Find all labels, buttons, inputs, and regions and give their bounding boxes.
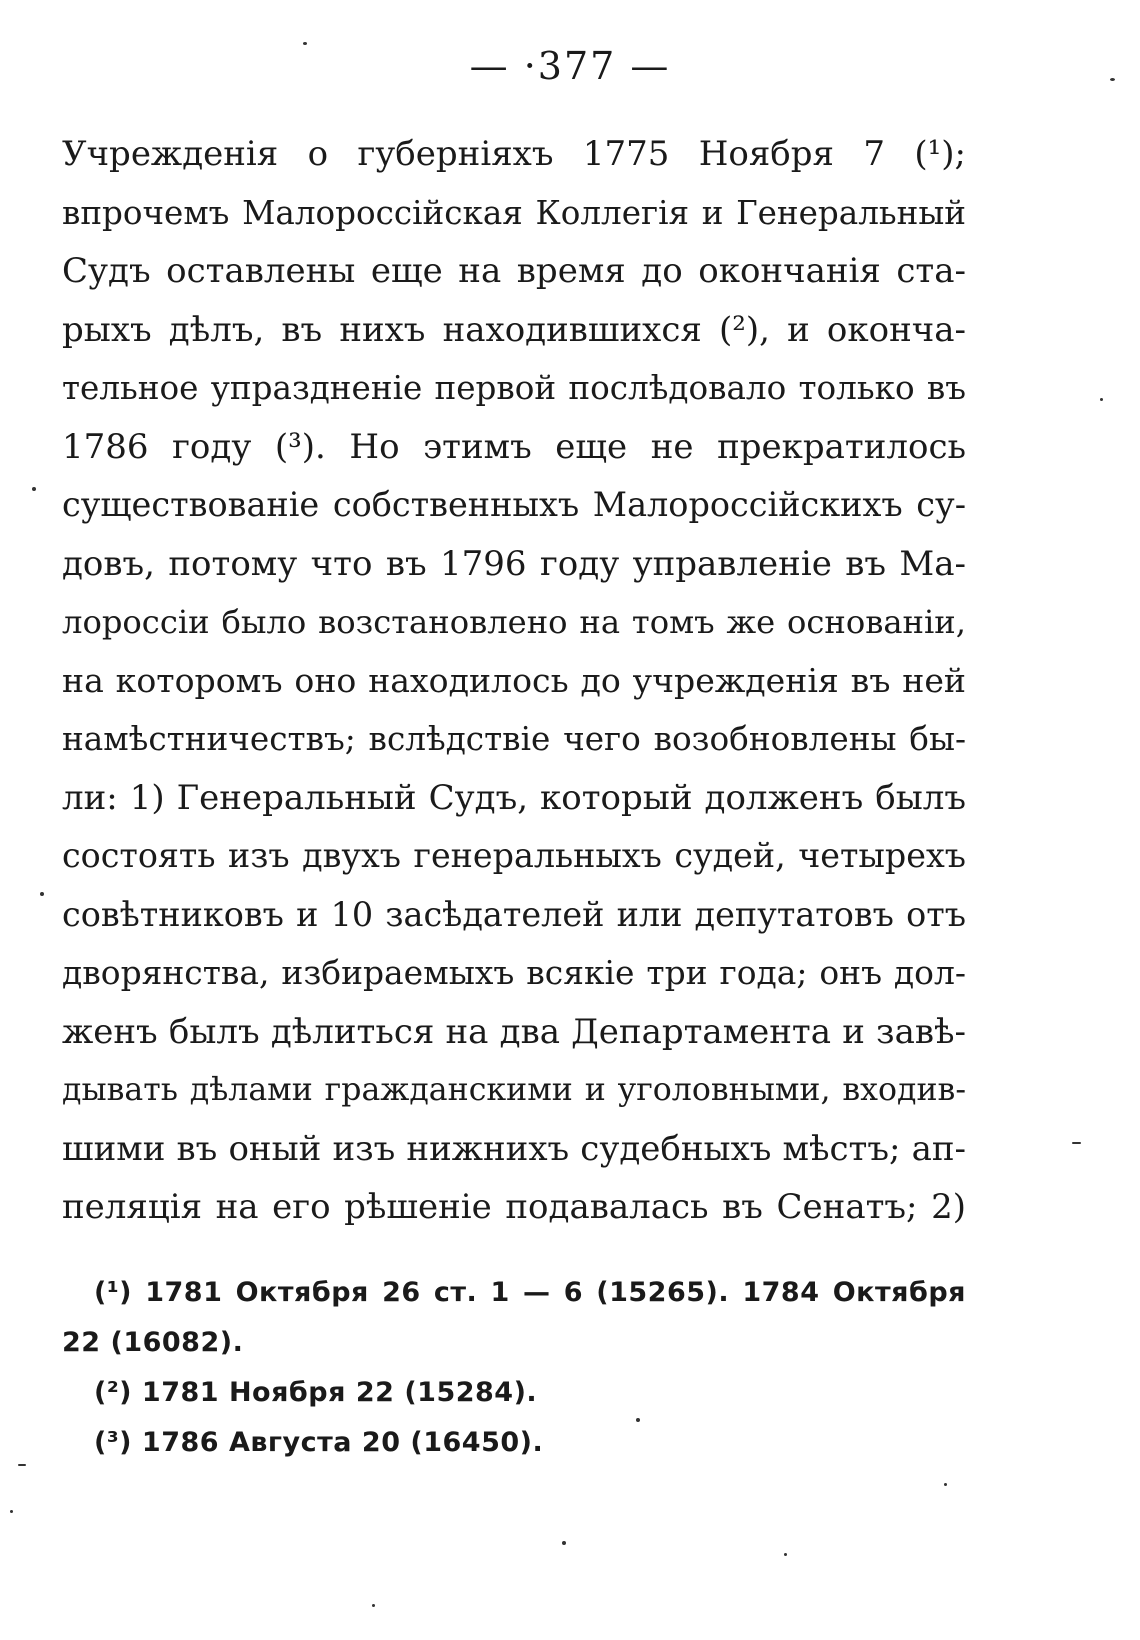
body-text xyxy=(62,125,966,1237)
body-line: состоять изъ двухъ генеральныхъ судей, четырехъ xyxy=(62,836,966,875)
body-line: существованіе собственныхъ Малороссійскихъ су- xyxy=(62,485,966,524)
body-line: дворянства, избираемыхъ всякіе три года; онъ дол- xyxy=(62,953,966,992)
scan-speck xyxy=(32,487,36,491)
footnote-2: (²) 1781 Ноября 22 (15284). xyxy=(94,1377,538,1408)
footnote-1: (¹) 1781 Октября 26 ст. 1 — 6 (15265). 1784 Октября xyxy=(94,1277,966,1308)
body-line: 1786 году (³). Но этимъ еще не прекратилось xyxy=(62,426,966,467)
body-line: пеляція на его рѣшеніе подавалась въ Сенатъ; 2) xyxy=(62,1187,966,1227)
body-line: шими въ оный изъ нижнихъ судебныхъ мѣстъ; ап- xyxy=(62,1128,966,1169)
scan-speck xyxy=(1100,398,1103,401)
body-line: тельное упраздненіе первой послѣдовало только въ xyxy=(62,369,966,407)
scan-speck xyxy=(562,1541,566,1545)
scan-speck xyxy=(944,1483,947,1486)
scan-speck xyxy=(40,892,44,896)
scan-speck xyxy=(636,1418,640,1422)
scan-speck xyxy=(372,1604,375,1607)
body-line: Учрежденія о губерніяхъ 1775 Ноября 7 (¹); xyxy=(62,134,966,174)
body-line: на которомъ оно находилось до учрежденія въ ней xyxy=(62,660,966,700)
scan-speck xyxy=(303,42,307,45)
footnote-3: (³) 1786 Августа 20 (16450). xyxy=(94,1427,544,1458)
body-line: довъ, потому что въ 1796 году управленіе въ Ма- xyxy=(62,543,966,584)
footnotes xyxy=(62,1268,966,1468)
scan-speck xyxy=(1072,1142,1081,1144)
page-number: — ·377 — xyxy=(469,44,671,88)
body-line: намѣстничествъ; вслѣдствіе чего возобновлены бы- xyxy=(62,720,966,758)
footnote-1-continuation: 22 (16082). xyxy=(62,1327,244,1358)
body-line: дывать дѣлами гражданскими и уголовными, входив- xyxy=(62,1072,966,1108)
scan-speck xyxy=(10,1510,13,1513)
body-line: ли: 1) Генеральный Судъ, который долженъ былъ xyxy=(62,777,966,818)
scan-speck xyxy=(784,1553,787,1556)
body-line: лороссіи было возстановлено на томъ же основаніи, xyxy=(62,603,966,641)
body-line: женъ былъ дѣлиться на два Департамента и завѣ- xyxy=(62,1011,966,1052)
scan-speck xyxy=(18,1464,26,1466)
body-line: рыхъ дѣлъ, въ нихъ находившихся (²), и оконча- xyxy=(62,309,966,350)
body-line: впрочемъ Малороссійская Коллегія и Генеральный xyxy=(62,193,966,232)
body-line: совѣтниковъ и 10 засѣдателей или депутатовъ отъ xyxy=(62,894,966,934)
body-line: Судъ оставлены еще на время до окончанія ста- xyxy=(62,251,966,291)
scan-speck xyxy=(1110,78,1115,81)
